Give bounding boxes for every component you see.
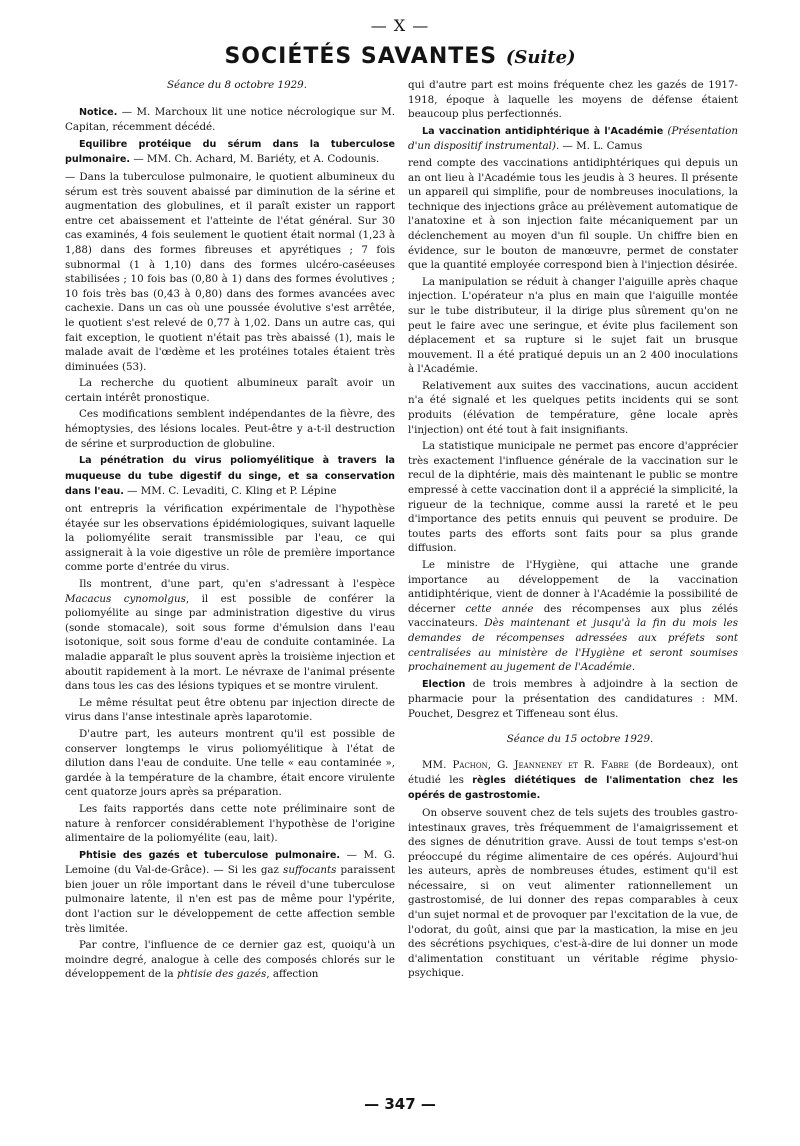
diet-title-paragraph [408, 758, 738, 804]
phtisie-body-1b: paraissent bien jouer un rôle important dans le réveil d'une tuberculose pulmonaire latente, il n'en est pas de même pour l'ypérite, dont l'action sur le développement de cette affection semble très limitée. [65, 864, 395, 935]
diet-body-1: On observe souvent chez de tels sujets des troubles gastro-intestinaux graves, très fréquemment de l'amaigrissement et des signes de dénutrition grave. Aussi de tout temps s'est-on préoccupé du régime alimentaire de ces opérés. Aujourd'hui les auteurs, après de nombreuses études, estiment qu'il est nécessaire, si on veut alimenter rationnellement un gastrostomisé, de lui donner des repas comparables à ceux d'un sujet normal et de provoquer par l'excitation de la vue, de l'odorat, du goût, ainsi que par la mastication, la mise en jeu des sécrétions psychiques, c'est-à-dire de lui donner un mode d'alimentation constituant un véritable régime physio-psychique. [408, 806, 738, 980]
vacc-authors: — M. L. Camus [559, 140, 643, 153]
vacc-body-5-it2: Dès maintenant et jusqu'à la fin du mois les demandes de récompenses adressées aux préfets sont centralisées au ministère de l'Hygiène et seront soumises prochainement au jugement de l'Académie. [408, 617, 738, 674]
serum-body-1: — Dans la tuberculose pulmonaire, le quotient albumineux du sérum est très souvent abaissé par diminution de la sérine et augmentation des globulines, et il paraît exister un rapport entre cet abaissement et l'atteinte de l'état général. Sur 30 cas examinés, 4 fois seulement le quotient était normal (1,23 à 1,88) dans des formes fibreuses et apyrétiques ; 7 fois subnormal (1 à 1,10) dans des formes ulcéro-caséeuses stabilisées ; 10 fois bas (0,80 à 1) dans des formes évolutives ; 10 fois très bas (0,43 à 0,80) dans des formes avancées avec cachexie. Dans un cas où une poussée évolutive s'est arrêtée, le quotient s'est relevé de 0,77 à 1,02. Dans un autre cas, qui fait exception, le quotient n'était pas très abaissé (1), mais le malade avait de l'œdème et les protéines totales étaient très diminuées (53). [65, 170, 395, 373]
diet-origin: (de Bordeaux), ont étudié les [408, 759, 739, 786]
election-heading: Election [422, 678, 466, 690]
vacc-body-5a: Le ministre de l'Hygiène, qui attache une grande importance au développement de la vaccination antidiphtérique, vient de donner à l'Académie la possibilité de décerner [408, 559, 738, 615]
serum-heading: Equilibre protéique du sérum dans la tuberculose pulmonaire. [65, 138, 395, 166]
serum-authors: — MM. Ch. Achard, M. Bariéty, et A. Codounis. [130, 153, 380, 166]
polio-authors: — MM. C. Levaditi, C. Kling et P. Lépine [123, 485, 337, 498]
diet-heading: règles diététiques de l'alimentation chez les opérés de gastrostomie. [408, 774, 739, 802]
serum-body-2: La recherche du quotient albumineux paraît avoir un certain intérêt pronostique. [65, 377, 395, 404]
section-marker: — X — [370, 16, 430, 35]
species-name: Macacus cynomolgus [65, 592, 186, 605]
phtisie-authors: — M. G. Lemoine (du Val-de-Grâce). [65, 848, 395, 877]
election-body: de trois membres à adjoindre à la section de pharmacie pour la présentation des candidatures : MM. Pouchet, Desgrez et Tiffeneau sont élus. [408, 677, 738, 720]
left-column [65, 78, 395, 984]
diet-authors: MM. Pachon, G. Jeanneney et R. Fabre [422, 759, 629, 772]
vacc-heading: La vaccination antidiphtérique à l'Académie [422, 125, 664, 137]
notice-heading: Notice. [79, 106, 118, 118]
title-suffix: (Suite) [505, 47, 576, 68]
notice-paragraph [65, 105, 395, 135]
vacc-title-paragraph [408, 124, 738, 154]
right-column [408, 78, 738, 983]
phtisie-paragraph-1 [65, 848, 395, 937]
serum-body-3: Ces modifications semblent indépendantes de la fièvre, des hémoptysies, des lésions locales. Peut-être y a-t-il destruction de sérine et surproduction de globuline. [65, 408, 395, 450]
serum-title-paragraph [65, 137, 395, 168]
gaz-term: suffocants [283, 864, 337, 877]
polio-body-1: ont entrepris la vérification expérimentale de l'hypothèse étayée sur les observations épidémiologiques, suivant laquelle la poliomyélite serait transmissible par l'eau, ce qui assignerait à la voie digestive un rôle de première importance comme porte d'entrée du virus. [65, 503, 395, 574]
polio-body-2 [65, 577, 395, 694]
vacc-body-1: rend compte des vaccinations antidiphtériques qui depuis un an ont lieu à l'Académie tous les jeudis à 3 heures. Il présente un appareil qui simplifie, pour de nombreuses inoculations, la technique des injections grâce au prélèvement automatique de l'anatoxine et à son injection faite mécaniquement par un déclenchement au moyen d'un fil souple. Un chiffre bien en évidence, sur le bouton de manœuvre, permet de constater que la quantité employée correspond bien à l'injection désirée. [408, 156, 738, 272]
session-date-right: Séance du 15 octobre 1929. [506, 732, 654, 745]
session-date-left: Séance du 8 octobre 1929. [166, 79, 308, 91]
phtisie-body-1a: — Si les gaz [209, 864, 284, 877]
phtisie-paragraph-2 [65, 938, 395, 982]
title-text: SOCIÉTÉS SAVANTES [224, 44, 498, 69]
vacc-body-5b: des récompenses aux plus zélés vaccinateurs. [408, 602, 738, 630]
page-number: — 347 — [364, 1095, 436, 1113]
polio-body-2b: , il est possible de conférer la poliomyélite au singe par administration digestive du virus (sonde stomacale), soit sous forme d'émulsion dans l'eau isotonique, soit sous forme d'eau de conduite contaminée. La maladie apparaît le plus souvent après la troisième injection et aboutit rapidement à la mort. Le névraxe de l'animal présente dans tous les cas des lésions typiques et se montre virulent. [65, 592, 395, 693]
polio-body-5: Les faits rapportés dans cette note préliminaire sont de nature à renforcer considérablement l'hypothèse de l'origine alimentaire de la poliomyélite (eau, lait). [65, 802, 395, 845]
phtisie-body-2b: , affection [266, 968, 319, 981]
page-title [0, 44, 800, 69]
polio-body-4: D'autre part, les auteurs montrent qu'il est possible de conserver longtemps le virus poliomyélitique à l'état de dilution dans l'eau de conduite. Une telle « eau contaminée », gardée à la température de la chambre, était encore virulente cent quatorze jours après sa préparation. [65, 727, 395, 799]
election-paragraph [408, 677, 738, 722]
vacc-body-3: Relativement aux suites des vaccinations, aucun accident n'a été signalé et les quelques petits incidents qui se sont produits (élévation de température, gêne locale après l'injection) ont été tout à fait insignifiants. [408, 379, 738, 436]
vacc-body-5-it1: cette année [465, 602, 534, 615]
notice-body: — M. Marchoux lit une notice nécrologique sur M. Capitan, récemment décédé. [65, 105, 395, 134]
vacc-body-4: La statistique municipale ne permet pas encore d'apprécier très exactement l'influence générale de la vaccination sur le recul de la diphtérie, mais dès maintenant le public se montre empressé à cette vaccination dont il a apprécié la simplicité, la rigueur de la technique, comme aussi la rareté et le peu d'importance des petits ennuis qui peuvent se produire. De toutes parts des efforts sont faits pour sa plus grande diffusion. [408, 440, 738, 555]
phtisie-term: phtisie des gazés [176, 968, 267, 981]
vacc-body-5 [408, 558, 738, 675]
vacc-body-2: La manipulation se réduit à changer l'aiguille après chaque injection. L'opérateur n'a plus en main que l'aiguille montée sur le tube distributeur, il la dirige plus sûrement qu'on ne peut le faire avec une seringue, et évite plus facilement son déplacement et sa rupture si le sujet fait un brusque mouvement. Il a été pratiqué depuis un an 2 400 inoculations à l'Académie. [408, 275, 738, 376]
phtisie-body-2a: Par contre, l'influence de ce dernier gaz est, quoiqu'à un moindre degré, analogue à celle des composés chlorés sur le développement de la [65, 939, 395, 981]
polio-title-paragraph [65, 453, 395, 500]
polio-heading: La pénétration du virus poliomyélitique à travers la muqueuse du tube digestif du singe, et sa conservation dans l'eau. [65, 455, 395, 498]
vacc-note: (Présentation d'un dispositif instrumental). [408, 124, 738, 153]
phtisie-heading: Phtisie des gazés et tuberculose pulmonaire. [79, 849, 340, 861]
polio-body-2a: Ils montrent, d'une part, qu'en s'adressant à l'espèce [79, 578, 395, 590]
phtisie-continuation: qui d'autre part est moins fréquente chez les gazés de 1917-1918, époque à laquelle les moyens de défense étaient beaucoup plus perfectionnés. [408, 79, 738, 121]
polio-body-3: Le même résultat peut être obtenu par injection directe de virus dans l'anse intestinale après laparotomie. [65, 696, 395, 724]
